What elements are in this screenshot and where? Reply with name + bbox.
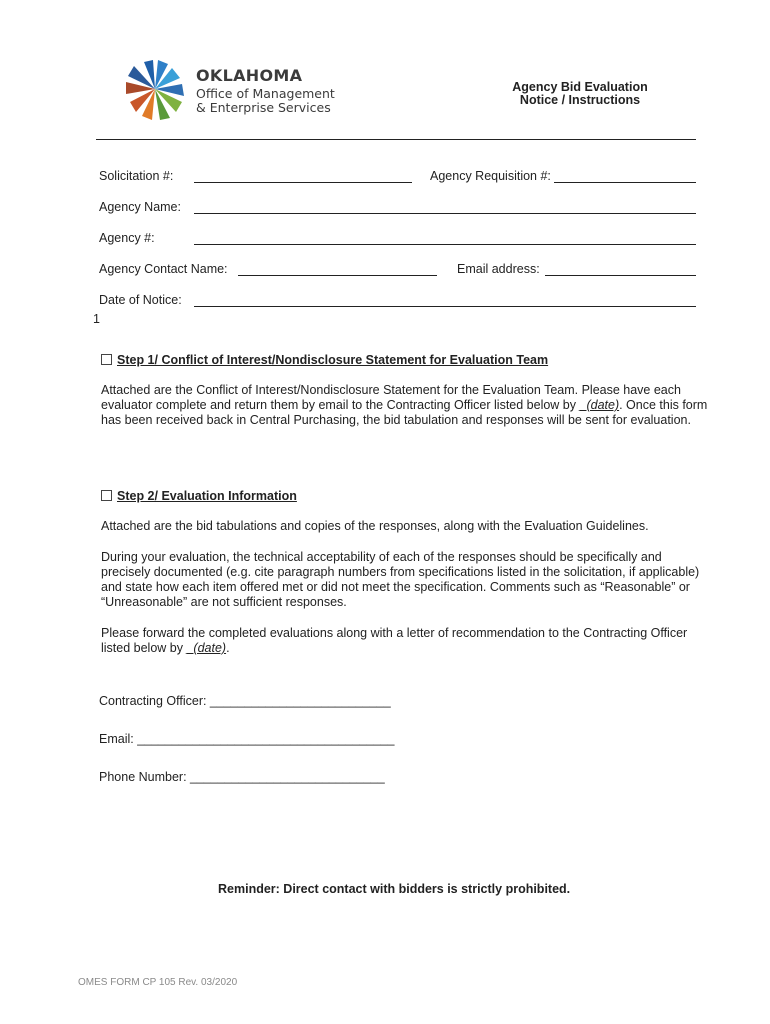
- step2-heading-text: Step 2/ Evaluation Information: [117, 489, 297, 503]
- form-footer: OMES FORM CP 105 Rev. 03/2020: [78, 977, 238, 988]
- org-name: OKLAHOMA: [196, 66, 303, 85]
- step1-text-a: Attached are the Conflict of Interest/Nondisclosure Statement for the Evaluation Team. Please have each evaluator complete and return them by email to the Contracting Officer listed below by: [101, 383, 681, 412]
- step1-text-b: . Once this form has been received back in Central Purchasing, the bid tabulation and responses will be sent for evaluation.: [101, 398, 708, 427]
- date-of-notice-field[interactable]: [194, 306, 696, 307]
- step1-heading: [101, 353, 548, 367]
- officer-phone-field[interactable]: Phone Number: ____________________________: [99, 770, 385, 784]
- step2-paragraph2: During your evaluation, the technical acceptability of each of the responses should be specifically and precisely documented (e.g. cite paragraph numbers from specifications listed in the solicitation, if applicable) and state how each item offered met or did not meet the specification. Comments such as “Reasonable” or “Unreasonable” are not sufficient responses.: [101, 550, 700, 609]
- step2-heading: [101, 489, 297, 503]
- form-title-line1: Agency Bid Evaluation: [512, 80, 648, 94]
- step1-date: _(date): [579, 398, 620, 412]
- step1-paragraph: [101, 383, 711, 428]
- reminder-text: Reminder: Direct contact with bidders is strictly prohibited.: [218, 882, 571, 896]
- agency-number-label: Agency #:: [99, 231, 155, 245]
- step2-paragraph1: Attached are the bid tabulations and copies of the responses, along with the Evaluation Guidelines.: [101, 519, 649, 533]
- agency-name-label: Agency Name:: [99, 200, 181, 214]
- omes-logo: [122, 56, 188, 122]
- step2-date: _(date): [186, 641, 227, 655]
- agency-name-field[interactable]: [194, 213, 696, 214]
- step2-checkbox[interactable]: [101, 490, 112, 501]
- org-line1: Office of Management: [196, 86, 335, 101]
- requisition-field[interactable]: [554, 182, 696, 183]
- officer-email-field[interactable]: Email: _____________________________________: [99, 732, 395, 746]
- date-of-notice-label: Date of Notice:: [99, 293, 182, 307]
- contracting-officer-field[interactable]: Contracting Officer: __________________________: [99, 694, 391, 708]
- solicitation-field[interactable]: [194, 182, 412, 183]
- step1-heading-text: Step 1/ Conflict of Interest/Nondisclosure Statement for Evaluation Team: [117, 353, 549, 367]
- header-divider: [96, 139, 696, 140]
- solicitation-label: Solicitation #:: [99, 169, 174, 183]
- step2-paragraph3: [101, 626, 711, 656]
- agency-number-field[interactable]: [194, 244, 696, 245]
- step2-text-a: Please forward the completed evaluations along with a letter of recommendation to the Contracting Officer listed below by: [101, 626, 688, 655]
- contact-name-label: Agency Contact Name:: [99, 262, 228, 276]
- page-marker: 1: [93, 312, 100, 326]
- email-address-field[interactable]: [545, 275, 696, 276]
- email-address-label: Email address:: [457, 262, 540, 276]
- step2-text-b: .: [226, 641, 230, 655]
- step1-checkbox[interactable]: [101, 354, 112, 365]
- contact-name-field[interactable]: [238, 275, 437, 276]
- requisition-label: Agency Requisition #:: [430, 169, 551, 183]
- org-line2: & Enterprise Services: [196, 100, 331, 115]
- form-title-line2: Notice / Instructions: [519, 93, 641, 107]
- star-logo-icon: [122, 56, 188, 122]
